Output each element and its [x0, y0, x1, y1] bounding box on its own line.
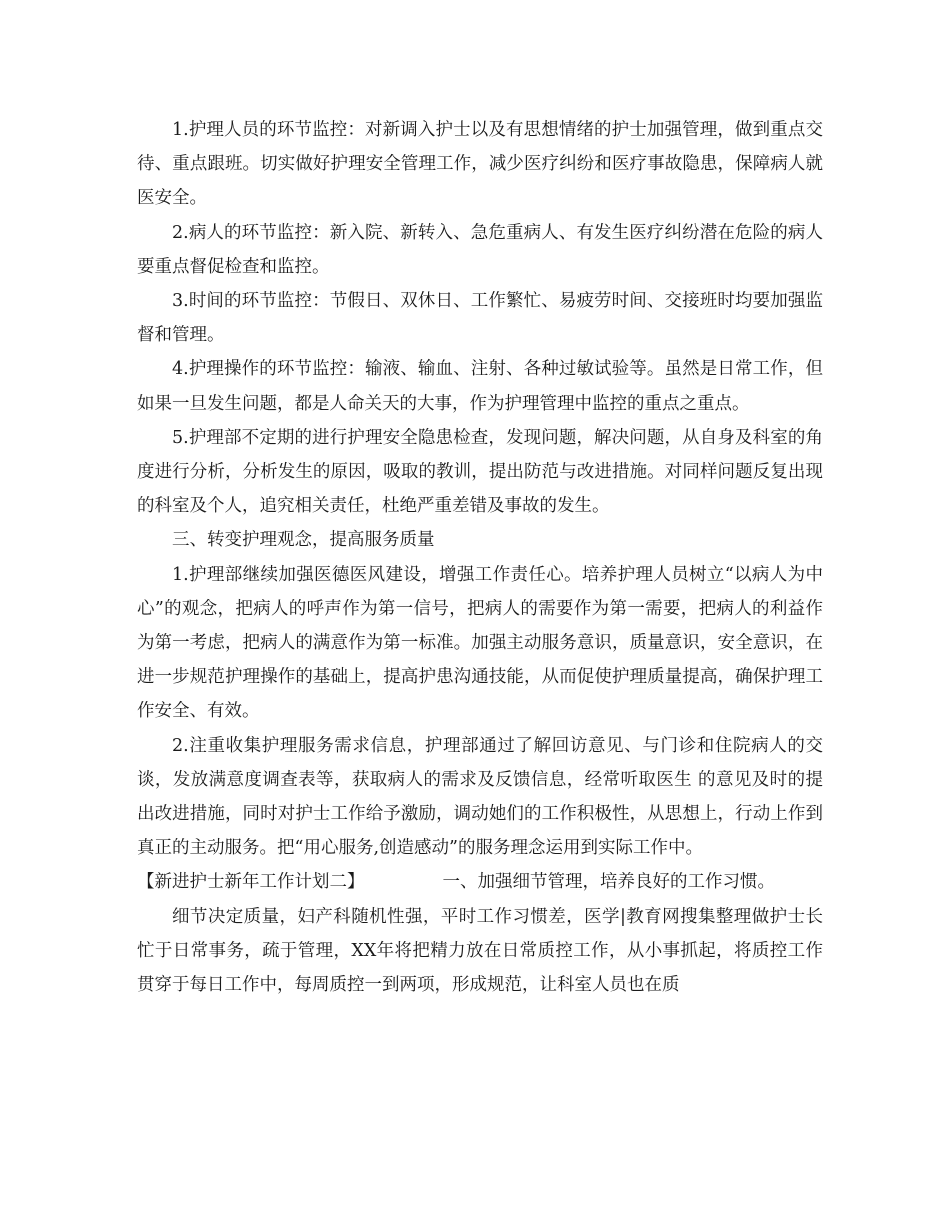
paragraph-patient-monitoring: 2.病人的环节监控：新入院、新转入、急危重病人、有发生医疗纠纷潜在危险的病人要重点督促检查和监控。: [137, 222, 823, 277]
paragraph-nursing-staff-monitoring: 1.护理人员的环节监控：对新调入护士以及有思想情绪的护士加强管理，做到重点交待、重点跟班。切实做好护理安全管理工作，减少医疗纠纷和医疗事故隐患，保障病人就医安全。: [137, 120, 823, 209]
plan-subheading: 一、加强细节管理，培养良好的工作习惯。: [442, 872, 775, 893]
paragraph-time-monitoring: 3.时间的环节监控：节假日、双休日、工作繁忙、易疲劳时间、交接班时均要加强监督和管理。: [137, 291, 823, 346]
section-heading-service-quality: 三、转变护理观念，提高服务质量: [172, 530, 435, 551]
paragraph-detail-management: 细节决定质量，妇产科随机性强，平时工作习惯差，医学|教育网搜集整理做护士长忙于日常事务，疏于管理，XX年将把精力放在日常质控工作，从小事抓起，将质控工作贯穿于每日工作中，每周质控一到两项，形成规范，让科室人员也在质: [137, 906, 823, 996]
plan-heading: 【新进护士新年工作计划二】: [137, 872, 365, 893]
paragraph-operation-monitoring: 4.护理操作的环节监控：输液、输血、注射、各种过敏试验等。虽然是日常工作，但如果一旦发生问题，都是人命关天的大事，作为护理管理中监控的重点之重点。: [137, 359, 823, 414]
document-body: [137, 113, 823, 1002]
paragraph-feedback-collection: 2.注重收集护理服务需求信息，护理部通过了解回访意见、与门诊和住院病人的交谈，发放满意度调查表等，获取病人的需求及反馈信息，经常听取医生 的意见及时的提出改进措施，同时对护士工作给予激励，调动她们的工作积极性，从思想上，行动上作到真正的主动服务。把“用心服务,创造感动”的服务理念运用到实际工作中。: [137, 735, 823, 859]
paragraph-safety-inspection: 5.护理部不定期的进行护理安全隐患检查，发现问题，解决问题，从自身及科室的角度进行分析，分析发生的原因，吸取的教训，提出防范与改进措施。对同样问题反复出现的科室及个人，追究相关责任，杜绝严重差错及事故的发生。: [137, 427, 823, 517]
plan-heading-line: [137, 865, 823, 899]
paragraph-ethics-building: 1.护理部继续加强医德医风建设，增强工作责任心。培养护理人员树立“以病人为中心”的观念，把病人的呼声作为第一信号，把病人的需要作为第一需要，把病人的利益作为第一考虑，把病人的满意作为第一标准。加强主动服务意识，质量意识，安全意识，在进一步规范护理操作的基础上，提高护患沟通技能，从而促使护理质量提高，确保护理工作安全、有效。: [137, 564, 823, 722]
